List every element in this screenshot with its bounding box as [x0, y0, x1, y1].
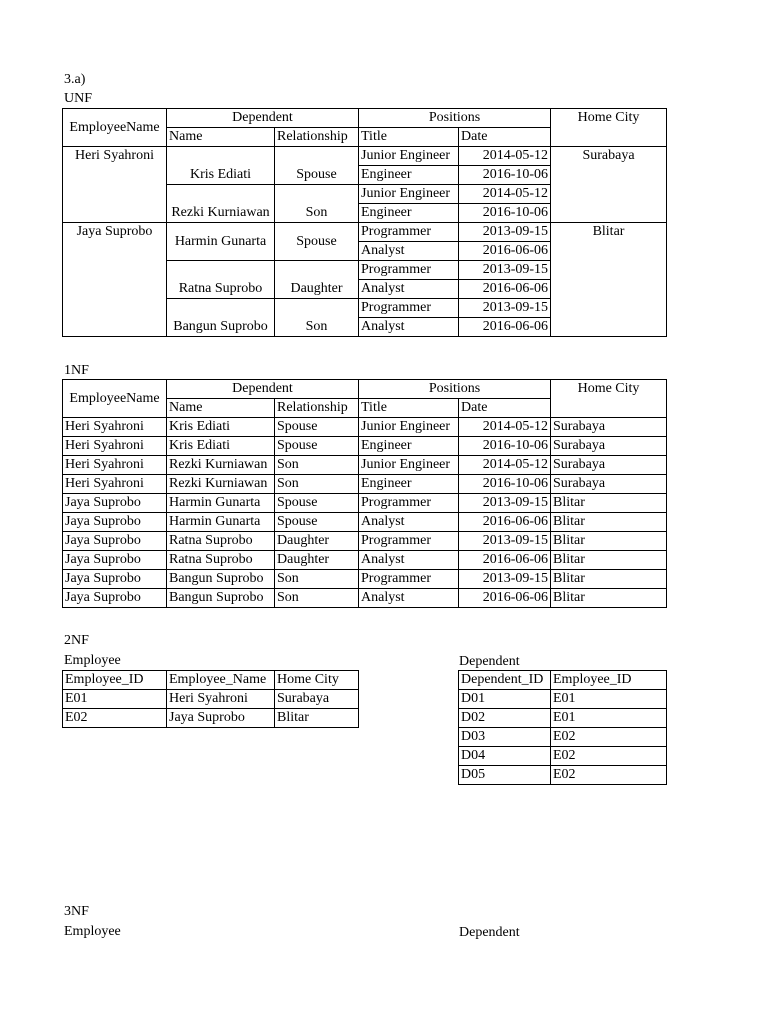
nf1-cell: 2016-10-06	[459, 437, 551, 456]
nf2-employee-header: Employee_Name	[167, 671, 275, 690]
table-row	[63, 709, 359, 728]
nf1-cell: Kris Ediati	[167, 437, 275, 456]
nf1-cell: Jaya Suprobo	[63, 494, 167, 513]
nf2-title: 2NF	[64, 633, 89, 648]
table-row	[63, 475, 667, 494]
nf1-cell: Son	[275, 456, 359, 475]
unf-position-title: Analyst	[359, 318, 459, 337]
table-row	[63, 456, 667, 475]
unf-header-date: Date	[459, 128, 551, 147]
unf-header-name: Name	[167, 128, 275, 147]
nf1-cell: Engineer	[359, 475, 459, 494]
nf1-cell: Daughter	[275, 532, 359, 551]
unf-dependent-relationship: Son	[275, 185, 359, 223]
unf-home-city: Surabaya	[551, 147, 667, 223]
table-row	[459, 709, 667, 728]
unf-position-date: 2016-06-06	[459, 280, 551, 299]
nf2-employee-header: Employee_ID	[63, 671, 167, 690]
nf3-employee-label: Employee	[64, 924, 121, 939]
nf1-cell: Junior Engineer	[359, 418, 459, 437]
nf1-cell: Heri Syahroni	[63, 437, 167, 456]
nf2-dependent-cell: D04	[459, 747, 551, 766]
nf1-cell: Jaya Suprobo	[63, 551, 167, 570]
nf2-employee-cell: E01	[63, 690, 167, 709]
nf1-cell: Analyst	[359, 513, 459, 532]
nf1-header-dependent: Dependent	[167, 380, 359, 399]
unf-position-date: 2013-09-15	[459, 299, 551, 318]
unf-header-dependent: Dependent	[167, 109, 359, 128]
nf1-header-home-city: Home City	[551, 380, 667, 418]
unf-header-employee-name: EmployeeName	[63, 109, 167, 147]
unf-position-date: 2016-06-06	[459, 318, 551, 337]
unf-dependent-relationship: Daughter	[275, 261, 359, 299]
nf1-cell: Daughter	[275, 551, 359, 570]
nf1-cell: Heri Syahroni	[63, 475, 167, 494]
nf1-cell: Surabaya	[551, 456, 667, 475]
nf1-cell: Rezki Kurniawan	[167, 456, 275, 475]
unf-header-home-city: Home City	[551, 109, 667, 147]
unf-header-relationship: Relationship	[275, 128, 359, 147]
nf1-cell: Programmer	[359, 570, 459, 589]
nf1-title: 1NF	[64, 363, 89, 378]
table-row	[459, 747, 667, 766]
unf-dependent-name: Kris Ediati	[167, 147, 275, 185]
nf2-employee-cell: Heri Syahroni	[167, 690, 275, 709]
nf1-cell: Surabaya	[551, 418, 667, 437]
unf-position-title: Programmer	[359, 223, 459, 242]
nf1-cell: Kris Ediati	[167, 418, 275, 437]
nf2-employee-header: Home City	[275, 671, 359, 690]
table-row	[63, 437, 667, 456]
nf1-cell: Heri Syahroni	[63, 456, 167, 475]
nf1-cell: Jaya Suprobo	[63, 513, 167, 532]
nf1-cell: Ratna Suprobo	[167, 551, 275, 570]
nf1-cell: Programmer	[359, 494, 459, 513]
unf-dependent-name: Bangun Suprobo	[167, 299, 275, 337]
nf1-cell: Spouse	[275, 418, 359, 437]
unf-home-city: Blitar	[551, 223, 667, 337]
nf1-cell: Jaya Suprobo	[63, 570, 167, 589]
nf1-header-employee-name: EmployeeName	[63, 380, 167, 418]
nf1-cell: Harmin Gunarta	[167, 494, 275, 513]
nf1-cell: 2016-06-06	[459, 589, 551, 608]
nf1-cell: Bangun Suprobo	[167, 589, 275, 608]
table-row	[63, 570, 667, 589]
nf1-header-title: Title	[359, 399, 459, 418]
unf-position-date: 2013-09-15	[459, 261, 551, 280]
nf2-dependent-cell: E02	[551, 728, 667, 747]
nf1-cell: Ratna Suprobo	[167, 532, 275, 551]
nf2-dependent-cell: E02	[551, 747, 667, 766]
nf2-dependent-cell: E02	[551, 766, 667, 785]
nf1-cell: Jaya Suprobo	[63, 532, 167, 551]
nf1-cell: Blitar	[551, 513, 667, 532]
nf2-dependent-cell: D02	[459, 709, 551, 728]
table-row	[63, 532, 667, 551]
nf3-dependent-label: Dependent	[459, 925, 520, 940]
table-row	[63, 494, 667, 513]
unf-position-title: Junior Engineer	[359, 147, 459, 166]
nf2-dependent-header: Dependent_ID	[459, 671, 551, 690]
nf1-cell: Son	[275, 589, 359, 608]
table-row	[63, 690, 359, 709]
unf-dependent-name: Harmin Gunarta	[167, 223, 275, 261]
nf1-cell: Blitar	[551, 494, 667, 513]
unf-dependent-relationship: Son	[275, 299, 359, 337]
nf1-header-positions: Positions	[359, 380, 551, 399]
nf1-cell: Son	[275, 570, 359, 589]
nf1-cell: 2016-10-06	[459, 475, 551, 494]
nf2-dependent-cell: D01	[459, 690, 551, 709]
nf1-cell: Surabaya	[551, 437, 667, 456]
nf1-cell: Programmer	[359, 532, 459, 551]
nf1-cell: Spouse	[275, 513, 359, 532]
nf1-table	[62, 379, 667, 608]
nf2-dependent-table	[458, 670, 667, 785]
nf3-title: 3NF	[64, 904, 89, 919]
unf-position-date: 2013-09-15	[459, 223, 551, 242]
unf-table	[62, 108, 667, 337]
unf-position-title: Engineer	[359, 166, 459, 185]
nf1-cell: Bangun Suprobo	[167, 570, 275, 589]
nf1-cell: 2016-06-06	[459, 551, 551, 570]
nf1-cell: Analyst	[359, 551, 459, 570]
nf2-employee-cell: Jaya Suprobo	[167, 709, 275, 728]
unf-header-title: Title	[359, 128, 459, 147]
unf-position-date: 2016-10-06	[459, 166, 551, 185]
nf1-cell: 2014-05-12	[459, 456, 551, 475]
nf2-dependent-cell: D05	[459, 766, 551, 785]
nf1-cell: Rezki Kurniawan	[167, 475, 275, 494]
unf-position-title: Analyst	[359, 280, 459, 299]
nf2-dependent-cell: E01	[551, 709, 667, 728]
nf1-cell: Jaya Suprobo	[63, 589, 167, 608]
unf-position-title: Junior Engineer	[359, 185, 459, 204]
nf1-cell: Engineer	[359, 437, 459, 456]
table-row	[63, 589, 667, 608]
table-row	[63, 513, 667, 532]
nf1-cell: Heri Syahroni	[63, 418, 167, 437]
unf-dependent-relationship: Spouse	[275, 223, 359, 261]
unf-position-date: 2016-06-06	[459, 242, 551, 261]
nf1-cell: 2014-05-12	[459, 418, 551, 437]
unf-position-title: Engineer	[359, 204, 459, 223]
unf-position-title: Analyst	[359, 242, 459, 261]
nf1-header-date: Date	[459, 399, 551, 418]
table-row	[63, 418, 667, 437]
nf1-cell: Junior Engineer	[359, 456, 459, 475]
nf2-dependent-cell: E01	[551, 690, 667, 709]
nf2-dependent-label: Dependent	[459, 654, 520, 669]
nf2-employee-cell: Surabaya	[275, 690, 359, 709]
nf1-cell: 2013-09-15	[459, 532, 551, 551]
nf2-employee-cell: Blitar	[275, 709, 359, 728]
unf-position-title: Programmer	[359, 299, 459, 318]
nf1-cell: Blitar	[551, 551, 667, 570]
nf2-employee-table	[62, 670, 359, 728]
unf-position-date: 2016-10-06	[459, 204, 551, 223]
nf1-cell: Surabaya	[551, 475, 667, 494]
nf1-cell: Blitar	[551, 532, 667, 551]
table-row	[63, 551, 667, 570]
nf1-cell: 2013-09-15	[459, 570, 551, 589]
nf1-cell: Spouse	[275, 437, 359, 456]
unf-position-date: 2014-05-12	[459, 185, 551, 204]
nf1-cell: Blitar	[551, 589, 667, 608]
unf-header-positions: Positions	[359, 109, 551, 128]
unf-position-title: Programmer	[359, 261, 459, 280]
nf1-cell: Blitar	[551, 570, 667, 589]
unf-dependent-name: Rezki Kurniawan	[167, 185, 275, 223]
nf2-employee-cell: E02	[63, 709, 167, 728]
unf-title: UNF	[64, 91, 93, 106]
nf1-header-name: Name	[167, 399, 275, 418]
unf-dependent-name: Ratna Suprobo	[167, 261, 275, 299]
unf-employee-name: Heri Syahroni	[63, 147, 167, 223]
nf1-cell: 2016-06-06	[459, 513, 551, 532]
unf-dependent-relationship: Spouse	[275, 147, 359, 185]
nf2-employee-label: Employee	[64, 653, 121, 668]
nf2-dependent-cell: D03	[459, 728, 551, 747]
table-row	[459, 728, 667, 747]
nf2-dependent-header: Employee_ID	[551, 671, 667, 690]
nf1-cell: Analyst	[359, 589, 459, 608]
nf1-cell: Harmin Gunarta	[167, 513, 275, 532]
nf1-cell: Son	[275, 475, 359, 494]
nf1-header-relationship: Relationship	[275, 399, 359, 418]
table-row	[459, 690, 667, 709]
nf1-cell: 2013-09-15	[459, 494, 551, 513]
table-row	[459, 766, 667, 785]
unf-position-date: 2014-05-12	[459, 147, 551, 166]
nf1-cell: Spouse	[275, 494, 359, 513]
section-heading: 3.a)	[64, 72, 86, 87]
unf-employee-name: Jaya Suprobo	[63, 223, 167, 337]
